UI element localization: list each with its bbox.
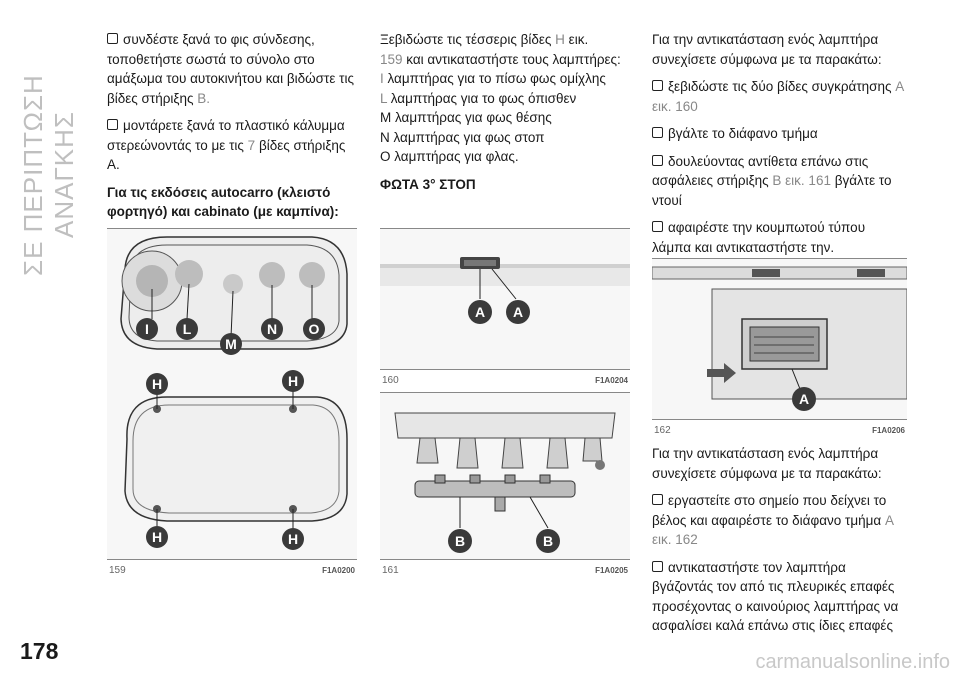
label-a: A xyxy=(512,304,524,320)
step-replace-bulb-2: αντικαταστήστε τον λαμπτήρα βγάζοντάς τον από τις πλευρικές επαφές προσέχοντας ο καινούριος λαμπτήρας να ασφαλίσει καλά επάνω στις ίδιες επαφές xyxy=(652,559,899,633)
figure-code: F1A0204 xyxy=(595,376,628,385)
figure-number: 162 xyxy=(654,425,671,436)
step-replace-bulb: αφαιρέστε την κουμπωτού τύπου λάμπα και αντικαταστήστε την. xyxy=(652,220,866,255)
svg-text:H: H xyxy=(151,376,163,392)
column-2 xyxy=(380,30,630,202)
column-3-lower xyxy=(652,444,907,644)
svg-text:O: O xyxy=(308,321,320,337)
intro-text: Για την αντικατάσταση ενός λαμπτήρα συνεχίσετε σύμφωνα με τα παρακάτω: xyxy=(652,32,882,67)
svg-text:M: M xyxy=(225,336,237,352)
bulb-item-l: L λαμπτήρας για το φως όπισθεν xyxy=(380,90,577,106)
checkbox-icon xyxy=(652,155,663,166)
figure-code: F1A0206 xyxy=(872,426,905,435)
column-1 xyxy=(107,30,357,230)
bulb-item-i: I λαμπτήρας για το πίσω φως ομίχλης xyxy=(380,71,606,86)
bulb-item-n: N λαμπτήρας για φως στοπ xyxy=(380,129,545,145)
column-3 xyxy=(652,30,907,293)
intro-text-2: Για την αντικατάσταση ενός λαμπτήρα συνεχίσετε σύμφωνα με τα παρακάτω: xyxy=(652,446,882,481)
third-stop-lamp-cover xyxy=(380,229,630,369)
svg-text:N: N xyxy=(266,321,278,337)
replace-instruction: 159 και αντικαταστήστε τους λαμπτήρες: xyxy=(380,51,621,67)
page-number: 178 xyxy=(20,638,59,664)
step-remove-lens-2: εργαστείτε στο σημείο που δείχνει το βέλος και αφαιρέστε το διάφανο τμήμα A εικ. 162 xyxy=(652,493,894,547)
section-title: ΣΕ ΠΕΡΙΠΤΩΣΗ ΑΝΑΓΚΗΣ xyxy=(18,74,79,276)
label-a: A xyxy=(474,304,486,320)
step-reconnect: συνδέστε ξανά το φις σύνδεσης, τοποθετήστε σωστά το σύνολο στο αμάξωμα του αυτοκινήτου και βιδώστε τις βίδες στήριξης B. xyxy=(107,32,354,106)
tail-lamp-illustration xyxy=(107,229,357,559)
step-release-holder: δουλεύοντας αντίθετα επάνω στις ασφάλειες στήριξης B εικ. 161 βγάλτε το ντουί xyxy=(652,153,892,208)
watermark: carmanualsonline.info xyxy=(755,651,950,673)
label-a: A xyxy=(798,391,810,407)
third-stop-lamp-holder xyxy=(380,393,630,559)
svg-text:I: I xyxy=(145,321,149,337)
label-b: B xyxy=(542,533,554,549)
checkbox-icon xyxy=(107,33,118,44)
col2-heading: ΦΩΤΑ 3° ΣΤΟΠ xyxy=(380,176,476,192)
checkbox-icon xyxy=(652,80,663,91)
svg-text:L: L xyxy=(182,321,192,337)
col1-heading: Για τις εκδόσεις autocarro (κλειστό φορτηγό) και cabinato (με καμπίνα): xyxy=(107,184,339,219)
figure-162 xyxy=(652,258,907,436)
checkbox-icon xyxy=(652,127,663,138)
figure-number: 160 xyxy=(382,375,399,386)
figure-number: 161 xyxy=(382,565,399,576)
unscrew-instruction: Ξεβιδώστε τις τέσσερις βίδες H εικ. xyxy=(380,32,589,47)
checkbox-icon xyxy=(107,119,118,130)
step-unscrew: ξεβιδώστε τις δύο βίδες συγκράτησης A εικ. 160 xyxy=(652,79,904,114)
checkbox-icon xyxy=(652,494,663,505)
svg-text:H: H xyxy=(151,529,163,545)
step-remove-lens: βγάλτε το διάφανο τμήμα xyxy=(652,124,907,144)
figure-159 xyxy=(107,228,357,576)
checkbox-icon xyxy=(652,561,663,572)
figure-number: 159 xyxy=(109,565,126,576)
license-plate-lamp xyxy=(652,259,907,419)
step-refit-cover: μοντάρετε ξανά το πλαστικό κάλυμμα στερεώνοντάς το με τις 7 βίδες στήριξης A. xyxy=(107,118,346,172)
svg-text:H: H xyxy=(287,531,299,547)
figure-161 xyxy=(380,392,630,576)
figure-code: F1A0200 xyxy=(322,566,355,575)
label-b: B xyxy=(454,533,466,549)
figure-code: F1A0205 xyxy=(595,566,628,575)
svg-text:H: H xyxy=(287,373,299,389)
checkbox-icon xyxy=(652,221,663,232)
figure-160 xyxy=(380,228,630,386)
bulb-item-m: M λαμπτήρας για φως θέσης xyxy=(380,110,552,125)
bulb-item-o: O λαμπτήρας για φλας. xyxy=(380,149,519,164)
